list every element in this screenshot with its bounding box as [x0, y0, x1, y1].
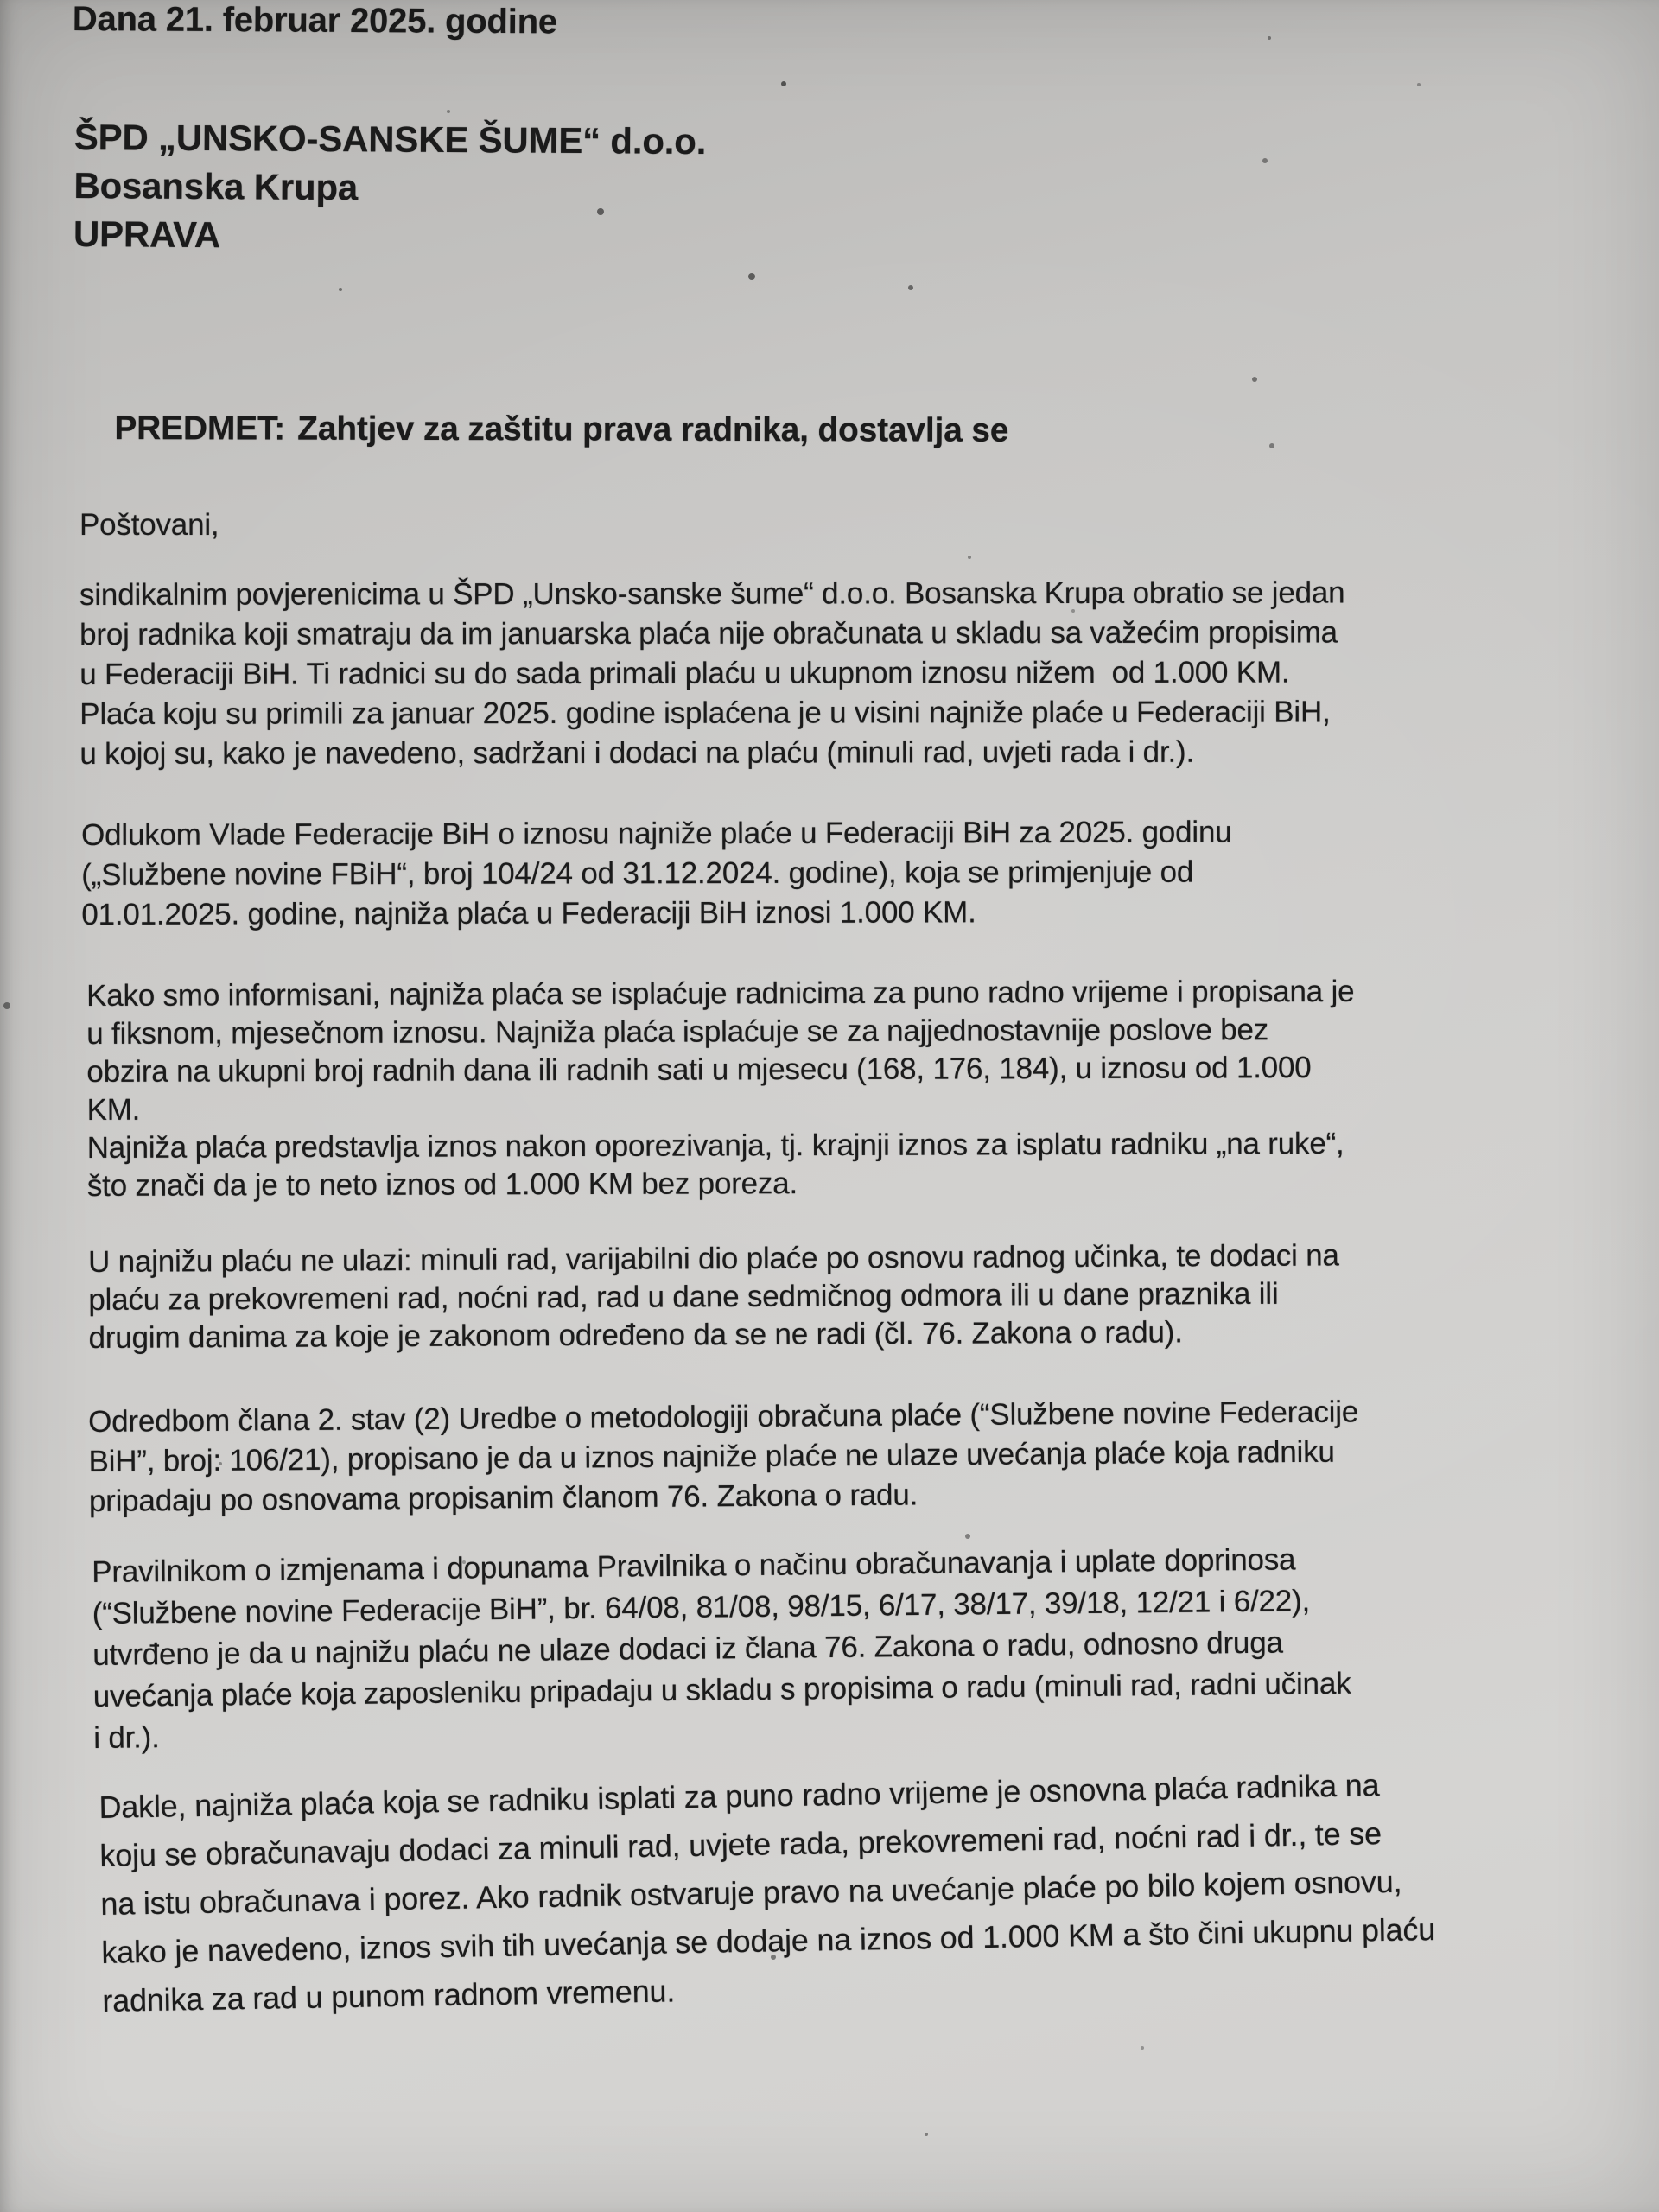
text-line: obzira na ukupni broj radnih dana ili radnih sati u mjesecu (168, 176, 184), u iznosu od 1.000	[86, 1051, 1312, 1089]
text-line: Kako smo informisani, najniža plaća se isplaćuje radnicima za puno radno vrijeme i propisana je	[86, 974, 1355, 1013]
text-line: U najnižu plaću ne ulazi: minuli rad, varijabilni dio plaće po osnovu radnog učinka, te dodaci na	[88, 1238, 1339, 1279]
paragraph-3	[86, 973, 1355, 1205]
text-line: u fiksnom, mjesečnom iznosu. Najniža plaća isplaćuje se za najjednostavnije poslove bez	[86, 1013, 1269, 1051]
subject-label: PREDMET:	[114, 410, 286, 448]
recipient-company: ŠPD „UNSKO-SANSKE ŠUME“ d.o.o.	[73, 116, 707, 162]
subject-text: Zahtjev za zaštitu prava radnika, dostavlja se	[297, 410, 1009, 449]
text-line: („Službene novine FBiH“, broj 104/24 od 31.12.2024. godine), koja se primjenjuje od	[81, 855, 1194, 892]
text-line: plaću za prekovremeni rad, noćni rad, rad u dane sedmičnog odmora ili u dane praznika ili	[88, 1276, 1279, 1317]
text-line: u kojoj su, kako je navedeno, sadržani i dodaci na plaću (minuli rad, uvjeti rada i dr.).	[79, 734, 1194, 771]
text-line: i dr.).	[93, 1720, 160, 1755]
text-line: Dakle, najniža plaća koja se radniku isplati za puno radno vrijeme je osnovna plaća radnika na	[99, 1767, 1380, 1825]
text-line: utvrđeno je da u najnižu plaću ne ulaze dodaci iz člana 76. Zakona o radu, odnosno druga	[92, 1625, 1283, 1672]
text-line: koju se obračunavaju dodaci za minuli rad, uvjete rada, prekovremeni rad, noćni rad i dr., te se	[99, 1815, 1382, 1873]
text-line: radnika za rad u punom radnom vremenu.	[102, 1973, 676, 2018]
text-line: u Federaciji BiH. Ti radnici su do sada primali plaću u ukupnom iznosu nižem od 1.000 KM.	[79, 655, 1290, 691]
paragraph-7	[99, 1760, 1436, 2025]
text-line: što znači da je to neto iznos od 1.000 KM bez poreza.	[86, 1166, 798, 1203]
recipient-block	[73, 113, 707, 263]
text-line: 01.01.2025. godine, najniža plaća u Federaciji BiH iznosi 1.000 KM.	[81, 895, 976, 931]
recipient-city: Bosanska Krupa	[73, 164, 359, 208]
text-line: drugim danima za koje je zakonom određeno da se ne radi (čl. 76. Zakona o radu).	[88, 1315, 1183, 1355]
text-line: Najniža plaća predstavlja iznos nakon oporezivanja, tj. krajnji iznos za isplatu radniku „na ruke“,	[86, 1126, 1344, 1165]
text-line: Odlukom Vlade Federacije BiH o iznosu najniže plaće u Federaciji BiH za 2025. godinu	[81, 815, 1232, 852]
salutation: Poštovani,	[79, 508, 219, 542]
text-line: (“Službene novine Federacije BiH”, br. 64/08, 81/08, 98/15, 6/17, 38/17, 39/18, 12/21 i 6/22),	[92, 1584, 1311, 1630]
paragraph-5	[88, 1392, 1359, 1522]
paragraph-1	[79, 573, 1345, 774]
paragraph-4	[88, 1236, 1339, 1357]
subject-line	[78, 372, 1009, 488]
photo-noise	[0, 0, 3, 3]
text-line: sindikalnim povjerenicima u ŠPD „Unsko-sanske šume“ d.o.o. Bosanska Krupa obratio se jedan	[79, 575, 1345, 612]
text-line: KM.	[86, 1092, 141, 1127]
text-line: broj radnika koji smatraju da im januarska plaća nije obračunata u skladu sa važećim propisima	[79, 615, 1338, 652]
paragraph-6	[92, 1539, 1351, 1759]
paragraph-2	[81, 813, 1232, 935]
text-line: uvećanja plaće koja zaposleniku pripadaju u skladu s propisima o radu (minuli rad, radni učinak	[92, 1666, 1351, 1713]
text-line: Plaća koju su primili za januar 2025. godine isplaćena je u visini najniže plaće u Federaciji BiH,	[79, 695, 1331, 731]
text-line: pripadaju po osnovama propisanim članom 76. Zakona o radu.	[88, 1478, 918, 1518]
date-line: Dana 21. februar 2025. godine	[72, 0, 558, 41]
text-line: kako je navedeno, iznos svih tih uvećanja se dodaje na iznos od 1.000 KM a što čini ukupnu plaću	[101, 1911, 1436, 1970]
recipient-department: UPRAVA	[73, 213, 221, 256]
text-line: Pravilnikom o izmjenama i dopunama Pravilnika o načinu obračunavanja i uplate doprinosa	[92, 1542, 1296, 1589]
text-line: BiH”, broj: 106/21), propisano je da u iznos najniže plaće ne ulaze uvećanja plaće koja radniku	[88, 1434, 1335, 1478]
text-line: Odredbom člana 2. stav (2) Uredbe o metodologiji obračuna plaće (“Službene novine Federacije	[88, 1395, 1359, 1439]
text-line: na istu obračunava i porez. Ako radnik ostvaruje pravo na uvećanje plaće po bilo kojem osnovu,	[100, 1863, 1402, 1922]
